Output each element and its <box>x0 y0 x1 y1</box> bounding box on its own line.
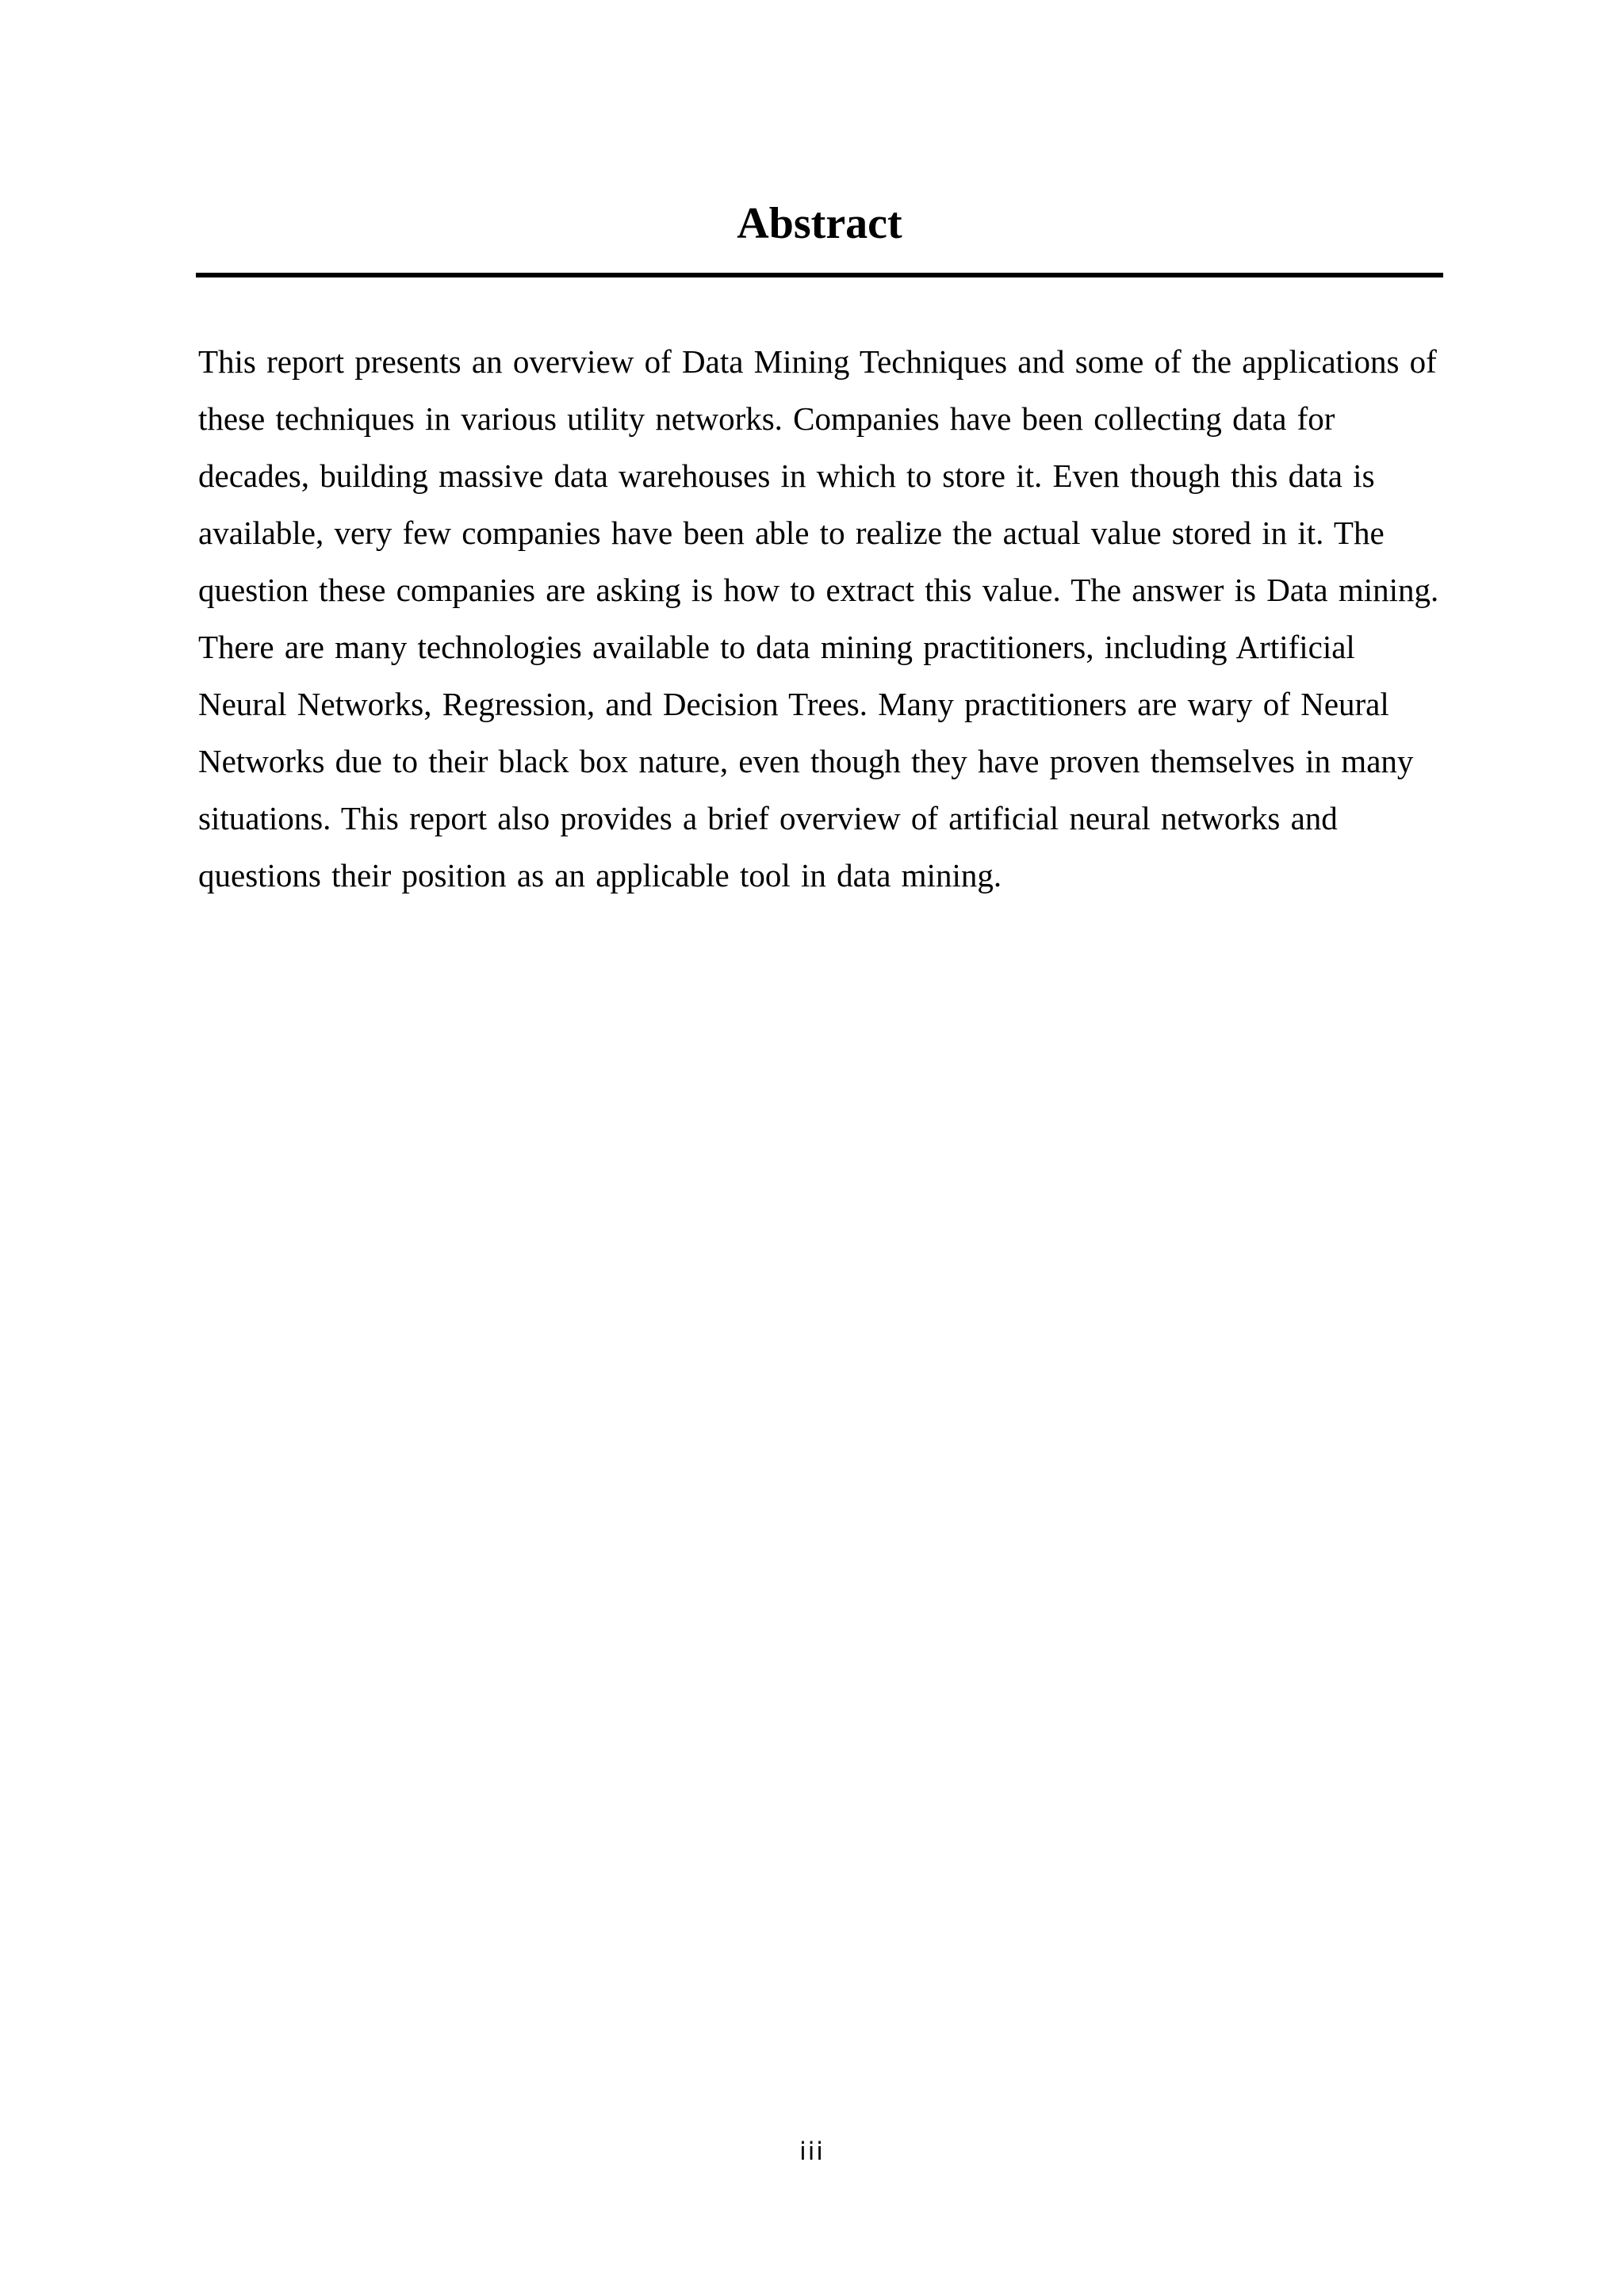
page-title: Abstract <box>737 199 902 248</box>
abstract-line: decades, building massive data warehouses in which to store it. Even though this data is <box>198 457 1375 494</box>
abstract-line: This report presents an overview of Data Mining Techniques and some of the applications of <box>198 343 1437 380</box>
abstract-line: question these companies are asking is how to extract this value. The answer is Data mining. <box>198 572 1439 608</box>
abstract-line: these techniques in various utility networks. Companies have been collecting data for <box>198 400 1335 437</box>
abstract-line: There are many technologies available to data mining practitioners, including Artificial <box>198 629 1355 665</box>
page-number: iii <box>799 2137 825 2166</box>
title-underline <box>196 273 1443 277</box>
abstract-line: questions their position as an applicable tool in data mining. <box>198 857 1002 894</box>
abstract-line: available, very few companies have been able to realize the actual value stored in it. The <box>198 515 1385 551</box>
abstract-body <box>198 333 1451 904</box>
abstract-line: Neural Networks, Regression, and Decision Trees. Many practitioners are wary of Neural <box>198 686 1389 722</box>
abstract-line: situations. This report also provides a brief overview of artificial neural networks and <box>198 800 1338 836</box>
abstract-line: Networks due to their black box nature, even though they have proven themselves in many <box>198 743 1414 779</box>
